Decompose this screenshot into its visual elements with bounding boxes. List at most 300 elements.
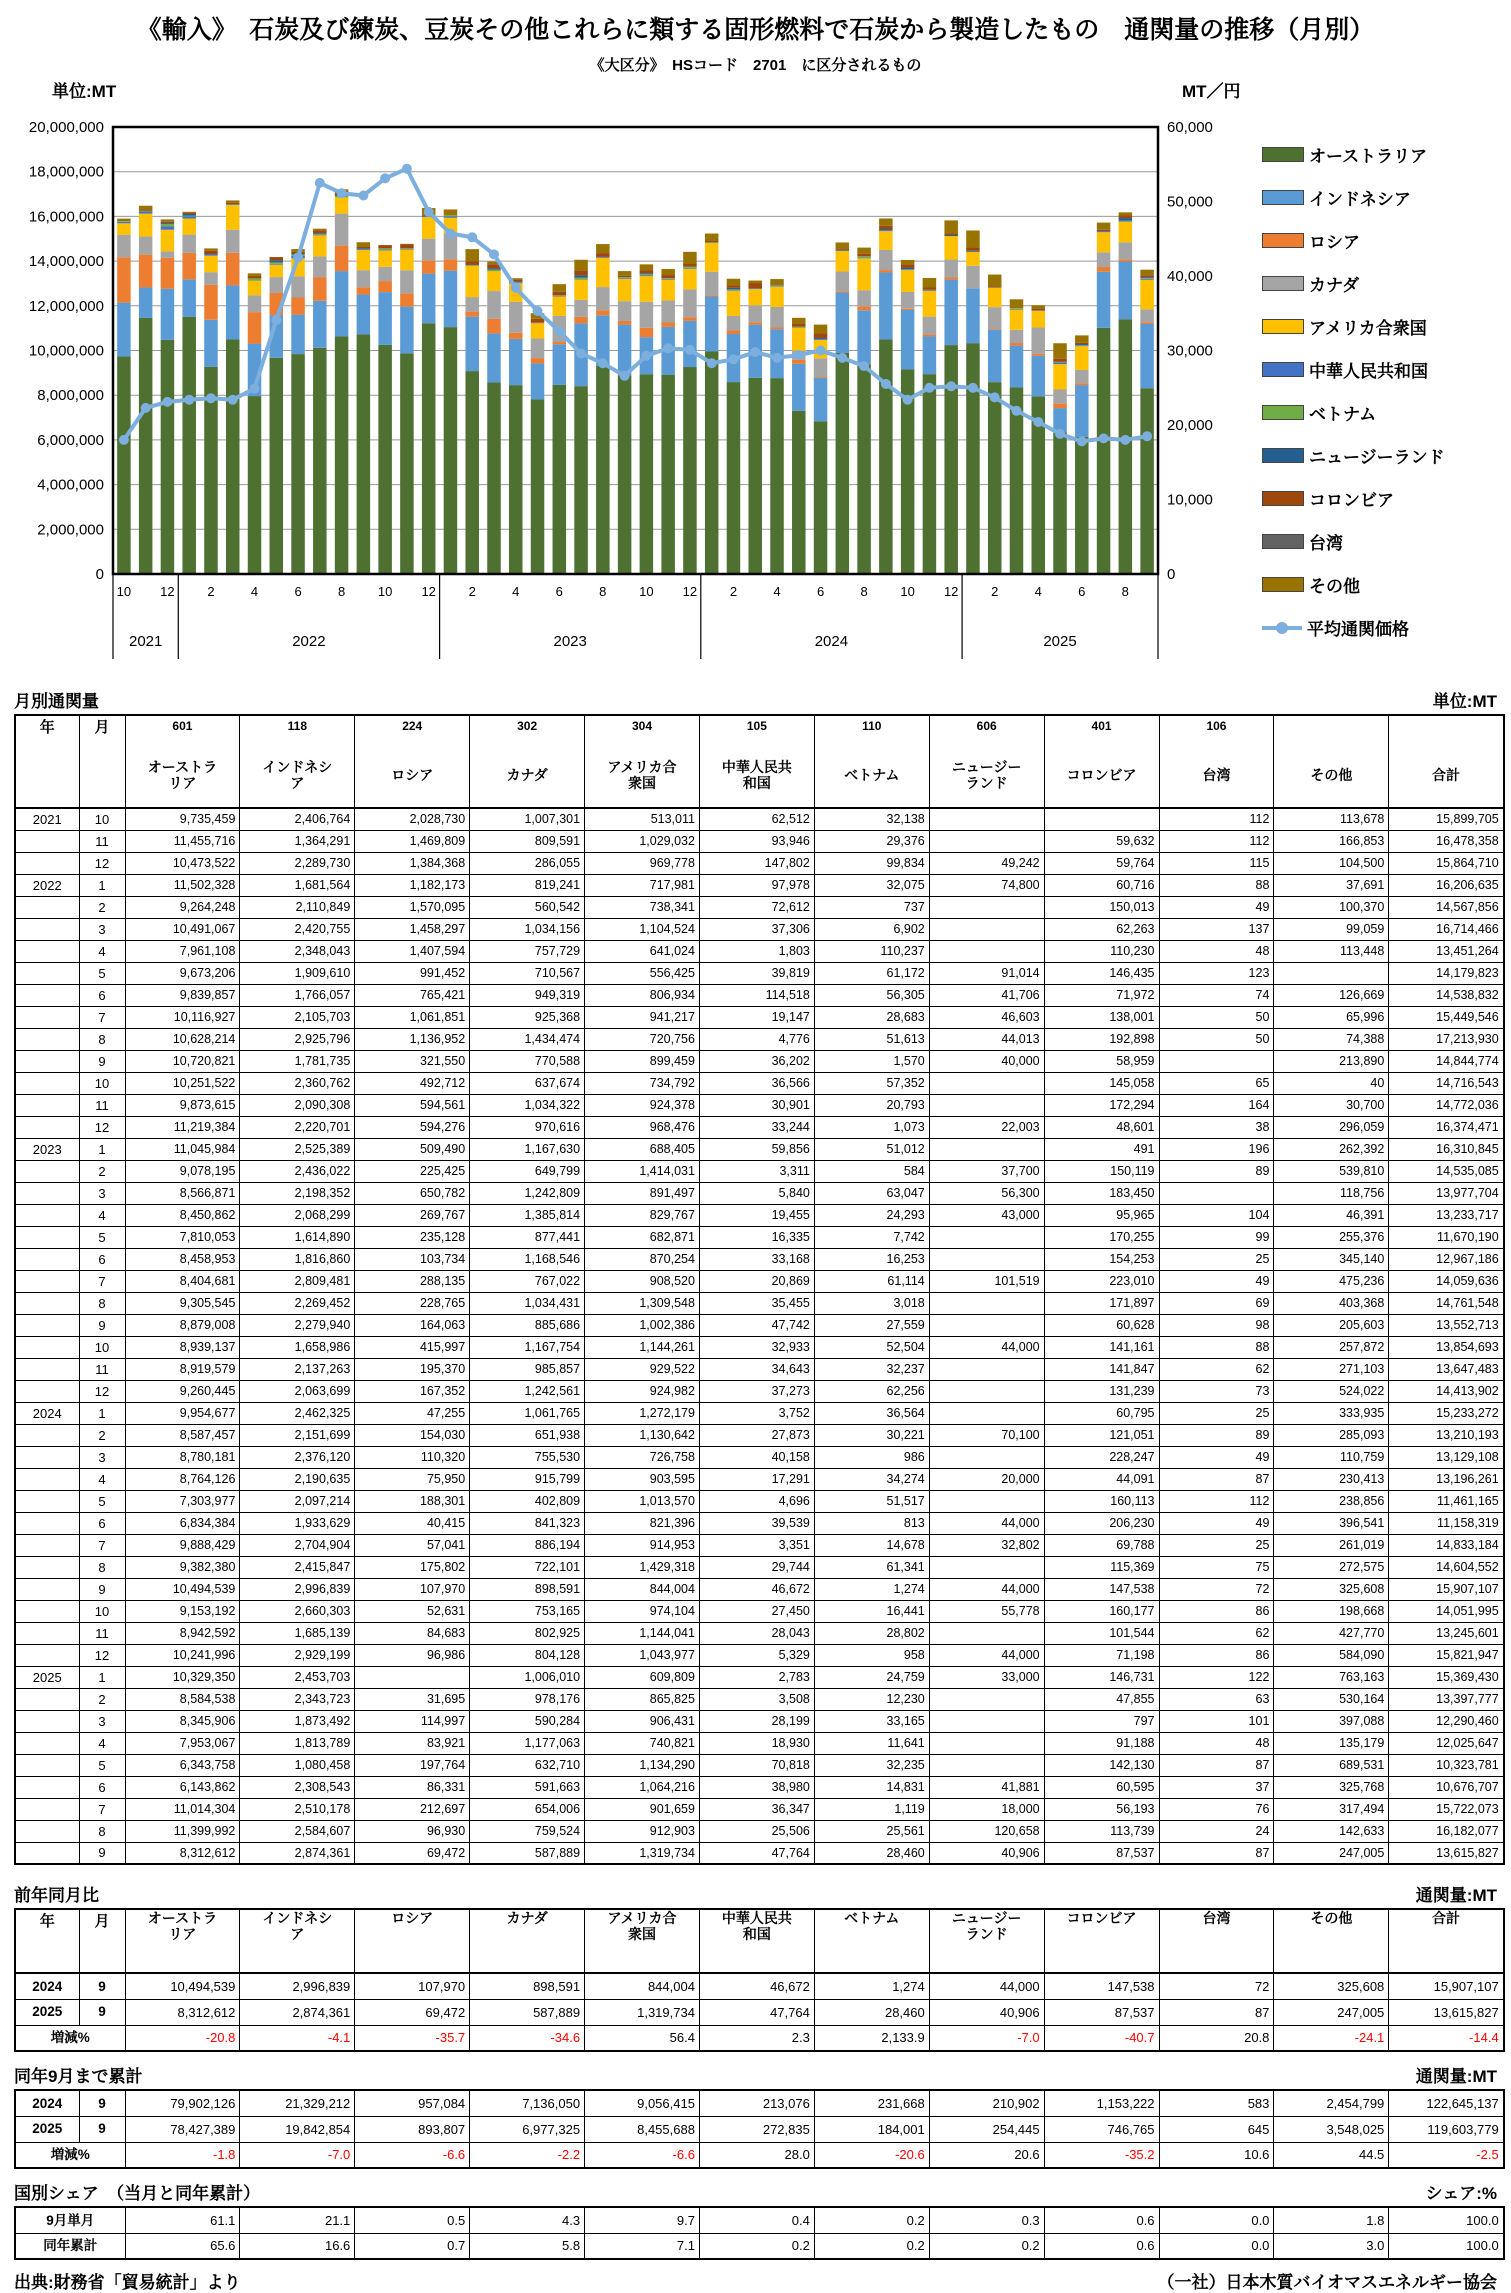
bar-segment — [1053, 364, 1067, 389]
month-cell: 11 — [79, 1622, 125, 1644]
value-cell: 97,978 — [699, 874, 814, 896]
value-cell: 1,570 — [814, 1050, 929, 1072]
month-cell: 9 — [79, 1314, 125, 1336]
value-cell: 10,494,539 — [125, 1578, 240, 1600]
price-line-swatch-icon — [1262, 621, 1302, 634]
price-marker — [990, 392, 1000, 402]
bar-segment — [400, 245, 414, 249]
bar-segment — [291, 315, 305, 354]
right-axis-tick: 20,000 — [1167, 417, 1213, 434]
bar-segment — [422, 260, 436, 273]
value-cell: 40,000 — [929, 1050, 1044, 1072]
year-cell — [15, 1094, 79, 1116]
bar-segment — [531, 319, 545, 323]
bar-segment — [988, 286, 1002, 287]
table-row — [15, 1534, 1504, 1556]
bar-segment — [879, 270, 893, 272]
year-cell — [15, 830, 79, 852]
value-cell: 0.2 — [929, 2233, 1044, 2259]
year-cell — [15, 1358, 79, 1380]
value-cell: 5,329 — [699, 1644, 814, 1666]
bar-segment — [857, 258, 871, 290]
value-cell: 958 — [814, 1644, 929, 1666]
bar-segment — [204, 254, 218, 256]
value-cell: 16,206,635 — [1389, 874, 1504, 896]
bar-segment — [204, 248, 218, 250]
value-cell: 10,251,522 — [125, 1072, 240, 1094]
bar-segment — [944, 233, 958, 235]
value-cell: 594,561 — [355, 1094, 470, 1116]
value-cell: 10,329,350 — [125, 1666, 240, 1688]
bar-segment — [531, 358, 545, 363]
value-cell: -35.7 — [355, 2025, 470, 2051]
value-cell: 15,864,710 — [1389, 852, 1504, 874]
value-cell: 33,168 — [699, 1248, 814, 1270]
bar-segment — [335, 214, 349, 246]
col-country: 304 アメリカ合衆国 — [585, 715, 700, 808]
bar-segment — [879, 218, 893, 225]
value-cell: 740,821 — [585, 1732, 700, 1754]
value-cell: 65.6 — [125, 2233, 240, 2259]
table-row — [15, 1204, 1504, 1226]
value-cell: 87 — [1159, 1999, 1274, 2025]
value-cell: 912,903 — [585, 1820, 700, 1842]
value-cell: 870,254 — [585, 1248, 700, 1270]
value-cell: 2,996,839 — [240, 1578, 355, 1600]
value-cell: 60,795 — [1044, 1402, 1159, 1424]
value-cell: 891,497 — [585, 1182, 700, 1204]
value-cell: 402,809 — [470, 1490, 585, 1512]
value-cell: 2,360,762 — [240, 1072, 355, 1094]
value-cell: 556,425 — [585, 962, 700, 984]
value-cell: 27,873 — [699, 1424, 814, 1446]
year-cell — [15, 1688, 79, 1710]
table-row — [15, 1094, 1504, 1116]
value-cell: 3,351 — [699, 1534, 814, 1556]
value-cell: 1,153,222 — [1044, 2090, 1159, 2116]
value-cell: 0.5 — [355, 2207, 470, 2233]
value-cell: 88 — [1159, 874, 1274, 896]
month-tick-label: 6 — [556, 584, 563, 599]
bar-segment — [531, 338, 545, 358]
value-cell: 2,348,043 — [240, 940, 355, 962]
value-cell: 52,504 — [814, 1336, 929, 1358]
value-cell: 114,518 — [699, 984, 814, 1006]
bar-segment — [661, 279, 675, 280]
value-cell: 44,013 — [929, 1028, 1044, 1050]
year-cell — [15, 1292, 79, 1314]
bar-segment — [1010, 343, 1024, 346]
value-cell: 72,612 — [699, 896, 814, 918]
value-cell: 12,290,460 — [1389, 1710, 1504, 1732]
value-cell: 112 — [1159, 1490, 1274, 1512]
value-cell: 9,264,248 — [125, 896, 240, 918]
country-code: 105 — [700, 716, 814, 743]
bar-segment — [901, 268, 915, 269]
value-cell: 14,535,085 — [1389, 1160, 1504, 1182]
bar-segment — [661, 280, 675, 301]
bar-segment — [378, 345, 392, 574]
year-cell — [15, 1754, 79, 1776]
price-marker — [946, 381, 956, 391]
col-country: 中華人民共和国 — [699, 1909, 814, 1973]
value-cell: 9,735,459 — [125, 808, 240, 830]
bar-segment — [182, 213, 196, 214]
value-cell: 107,970 — [355, 1973, 470, 1999]
bar-segment — [509, 333, 523, 339]
value-cell: 147,802 — [699, 852, 814, 874]
bar-segment — [487, 270, 501, 271]
bar-segment — [270, 277, 284, 293]
value-cell: 41,881 — [929, 1776, 1044, 1798]
value-cell: 903,595 — [585, 1468, 700, 1490]
bar-segment — [226, 230, 240, 253]
bar-segment — [444, 209, 458, 215]
value-cell: 1,136,952 — [355, 1028, 470, 1050]
value-cell: 32,237 — [814, 1358, 929, 1380]
value-cell: 14,761,548 — [1389, 1292, 1504, 1314]
value-cell: 914,953 — [585, 1534, 700, 1556]
value-cell: 51,012 — [814, 1138, 929, 1160]
value-cell: 797 — [1044, 1710, 1159, 1732]
value-cell: 13,451,264 — [1389, 940, 1504, 962]
value-cell: 14,059,636 — [1389, 1270, 1504, 1292]
year-cell — [15, 1028, 79, 1050]
value-cell — [929, 808, 1044, 830]
value-cell: 2,097,214 — [240, 1490, 355, 1512]
month-cell: 9 — [79, 1578, 125, 1600]
value-cell: 14,844,774 — [1389, 1050, 1504, 1072]
value-cell: 29,744 — [699, 1556, 814, 1578]
bar-segment — [988, 330, 1002, 382]
price-marker — [184, 395, 194, 405]
table-row-change — [15, 2142, 1504, 2168]
bar-segment — [640, 273, 654, 274]
legend-swatch — [1262, 276, 1304, 291]
year-label: 2021 — [129, 633, 162, 650]
value-cell: -6.6 — [355, 2142, 470, 2168]
value-cell: 91,188 — [1044, 1732, 1159, 1754]
value-cell: 230,413 — [1274, 1468, 1389, 1490]
year-cell: 2024 — [15, 1402, 79, 1424]
bar-segment — [640, 275, 654, 276]
value-cell: 15,899,705 — [1389, 808, 1504, 830]
month-cell: 7 — [79, 1798, 125, 1820]
value-cell: 57,352 — [814, 1072, 929, 1094]
value-cell: 1,104,524 — [585, 918, 700, 940]
year-cell — [15, 1468, 79, 1490]
value-cell: 594,276 — [355, 1116, 470, 1138]
value-cell: 2,420,755 — [240, 918, 355, 940]
year-cell — [15, 1050, 79, 1072]
value-cell: 513,011 — [585, 808, 700, 830]
value-cell: 69,472 — [355, 1999, 470, 2025]
value-cell: 10,720,821 — [125, 1050, 240, 1072]
value-cell: 9,888,429 — [125, 1534, 240, 1556]
value-cell: 2,028,730 — [355, 808, 470, 830]
value-cell: 968,476 — [585, 1116, 700, 1138]
bar-segment — [1097, 252, 1111, 267]
bar-segment — [879, 226, 893, 229]
bar-segment — [574, 279, 588, 299]
year-cell — [15, 1380, 79, 1402]
value-cell: 929,522 — [585, 1358, 700, 1380]
bar-segment — [792, 328, 806, 351]
value-cell: 15,821,947 — [1389, 1644, 1504, 1666]
value-cell: 206,230 — [1044, 1512, 1159, 1534]
value-cell: 720,756 — [585, 1028, 700, 1050]
price-marker — [641, 351, 651, 361]
value-cell: 19,455 — [699, 1204, 814, 1226]
value-cell: 415,997 — [355, 1336, 470, 1358]
value-cell: 8,780,181 — [125, 1446, 240, 1468]
bar-segment — [1119, 212, 1133, 215]
country-code: 606 — [930, 716, 1044, 743]
value-cell: 7,742 — [814, 1226, 929, 1248]
month-tick-label: 8 — [860, 584, 867, 599]
value-cell: 2,929,199 — [240, 1644, 355, 1666]
value-cell: 86 — [1159, 1600, 1274, 1622]
value-cell: 654,006 — [470, 1798, 585, 1820]
month-tick-label: 12 — [683, 584, 697, 599]
bar-segment — [1119, 221, 1133, 222]
bar-segment — [1053, 359, 1067, 362]
value-cell: 100,370 — [1274, 896, 1389, 918]
value-cell: 9,078,195 — [125, 1160, 240, 1182]
table-row — [15, 1380, 1504, 1402]
bar-segment — [531, 363, 545, 399]
value-cell: 1,144,041 — [585, 1622, 700, 1644]
bar-segment — [357, 287, 371, 294]
value-cell: 213,890 — [1274, 1050, 1389, 1072]
value-cell: 3,508 — [699, 1688, 814, 1710]
legend-item-price-line — [1262, 606, 1445, 649]
value-cell: -6.6 — [585, 2142, 700, 2168]
value-cell: 403,368 — [1274, 1292, 1389, 1314]
value-cell: 60,716 — [1044, 874, 1159, 896]
value-cell: 1.8 — [1274, 2207, 1389, 2233]
value-cell: 1,182,173 — [355, 874, 470, 896]
bar-segment — [814, 378, 828, 421]
legend-label: 平均通関価格 — [1307, 615, 1409, 640]
col-country: 台湾 — [1159, 1909, 1274, 1973]
bar-segment — [226, 200, 240, 202]
value-cell: 829,767 — [585, 1204, 700, 1226]
share-table — [14, 2206, 1505, 2260]
price-marker — [445, 229, 455, 239]
bar-segment — [944, 235, 958, 236]
value-cell: 58,959 — [1044, 1050, 1159, 1072]
value-cell: 225,425 — [355, 1160, 470, 1182]
value-cell: 96,986 — [355, 1644, 470, 1666]
legend-item — [1262, 477, 1445, 520]
value-cell: 104,500 — [1274, 852, 1389, 874]
value-cell: 804,128 — [470, 1644, 585, 1666]
table-row — [15, 1688, 1504, 1710]
value-cell: 14,179,823 — [1389, 962, 1504, 984]
col-other: その他 — [1274, 715, 1389, 808]
bar-segment — [117, 223, 131, 234]
value-cell: 20,000 — [929, 1468, 1044, 1490]
bar-segment — [509, 385, 523, 574]
col-country: ベトナム — [814, 1909, 929, 1973]
month-tick-label: 8 — [599, 584, 606, 599]
value-cell: 56,300 — [929, 1182, 1044, 1204]
value-cell: 24,293 — [814, 1204, 929, 1226]
value-cell: 238,856 — [1274, 1490, 1389, 1512]
year-cell — [15, 1424, 79, 1446]
year-cell — [15, 1644, 79, 1666]
bar-segment — [1032, 354, 1046, 356]
value-cell: 70,100 — [929, 1424, 1044, 1446]
value-cell: 969,778 — [585, 852, 700, 874]
value-cell: 254,445 — [929, 2116, 1044, 2142]
legend-label: アメリカ合衆国 — [1309, 314, 1427, 339]
value-cell — [929, 830, 1044, 852]
bar-segment — [204, 320, 218, 367]
price-marker — [1099, 433, 1109, 443]
value-cell: 40,415 — [355, 1512, 470, 1534]
value-cell: 475,236 — [1274, 1270, 1389, 1292]
bar-segment — [640, 264, 654, 270]
value-cell: 47,255 — [355, 1402, 470, 1424]
value-cell: 7,810,053 — [125, 1226, 240, 1248]
bar-segment — [770, 284, 784, 285]
value-cell: 957,084 — [355, 2090, 470, 2116]
bar-segment — [487, 291, 501, 319]
value-cell: 1,781,735 — [240, 1050, 355, 1072]
bar-segment — [1119, 221, 1133, 222]
value-cell: 717,981 — [585, 874, 700, 896]
bar-segment — [465, 312, 479, 317]
bar-segment — [836, 271, 850, 291]
value-cell: 8,942,592 — [125, 1622, 240, 1644]
bar-segment — [836, 291, 850, 292]
year-cell: 2025 — [15, 2116, 79, 2142]
bar-segment — [879, 339, 893, 574]
value-cell: 12,025,647 — [1389, 1732, 1504, 1754]
bar-segment — [357, 248, 371, 249]
bar-segment — [1053, 432, 1067, 574]
comparison-table — [14, 1908, 1505, 2052]
bar-segment — [139, 211, 153, 212]
value-cell: 89 — [1159, 1424, 1274, 1446]
bar-segment — [270, 264, 284, 265]
value-cell: 87,537 — [1044, 1842, 1159, 1864]
table-row — [15, 1160, 1504, 1182]
col-year: 年 — [15, 715, 79, 808]
left-axis-tick: 20,000,000 — [29, 119, 104, 136]
value-cell: 231,668 — [814, 2090, 929, 2116]
value-cell: 25 — [1159, 1402, 1274, 1424]
value-cell: 5.8 — [470, 2233, 585, 2259]
bar-segment — [574, 278, 588, 279]
value-cell: 62 — [1159, 1358, 1274, 1380]
legend-item — [1262, 348, 1445, 391]
table-row — [15, 896, 1504, 918]
table-row — [15, 1116, 1504, 1138]
bar-segment — [1010, 330, 1024, 343]
value-cell: 33,000 — [929, 1666, 1044, 1688]
value-cell — [929, 1094, 1044, 1116]
legend-label: オーストラリア — [1309, 142, 1427, 167]
legend-label: カナダ — [1309, 271, 1359, 296]
value-cell: 131,239 — [1044, 1380, 1159, 1402]
bar-segment — [901, 264, 915, 268]
value-cell: 69,788 — [1044, 1534, 1159, 1556]
value-cell: 16,253 — [814, 1248, 929, 1270]
value-cell: 47,764 — [699, 1842, 814, 1864]
value-cell: 27,450 — [699, 1600, 814, 1622]
month-cell: 9 — [79, 1050, 125, 1072]
value-cell: 89 — [1159, 1160, 1274, 1182]
month-tick-label: 2 — [991, 584, 998, 599]
value-cell: 2.3 — [699, 2025, 814, 2051]
value-cell: 10.6 — [1159, 2142, 1274, 2168]
value-cell: 14,772,036 — [1389, 1094, 1504, 1116]
bar-segment — [531, 399, 545, 574]
value-cell: 78,427,389 — [125, 2116, 240, 2142]
bar-segment — [139, 206, 153, 210]
month-tick-label: 4 — [773, 584, 780, 599]
value-cell: 8,919,579 — [125, 1358, 240, 1380]
value-cell: 34,274 — [814, 1468, 929, 1490]
bar-segment — [378, 292, 392, 345]
bar-segment — [661, 300, 675, 322]
bar-segment — [770, 327, 784, 329]
value-cell: 44,000 — [929, 1512, 1044, 1534]
value-cell: 645 — [1159, 2116, 1274, 2142]
month-tick-label: 2 — [730, 584, 737, 599]
bar-segment — [270, 260, 284, 262]
value-cell: 885,686 — [470, 1314, 585, 1336]
price-marker — [837, 353, 847, 363]
table-row — [15, 852, 1504, 874]
value-cell: 59,764 — [1044, 852, 1159, 874]
price-marker — [794, 350, 804, 360]
col-total: 合計 — [1389, 715, 1504, 808]
month-cell: 5 — [79, 1754, 125, 1776]
legend-label: ニュージーランド — [1309, 443, 1445, 468]
legend-swatch — [1262, 448, 1304, 463]
country-code: 401 — [1045, 716, 1159, 743]
value-cell: 1,685,139 — [240, 1622, 355, 1644]
month-cell: 6 — [79, 1512, 125, 1534]
value-cell: 235,128 — [355, 1226, 470, 1248]
value-cell: 37,306 — [699, 918, 814, 940]
value-cell: 112 — [1159, 808, 1274, 830]
value-cell: 1,034,322 — [470, 1094, 585, 1116]
bar-segment — [270, 257, 284, 260]
bar-segment — [553, 385, 567, 574]
value-cell: 7,961,108 — [125, 940, 240, 962]
bar-segment — [1097, 272, 1111, 328]
bar-segment — [117, 219, 131, 222]
value-cell: 978,176 — [470, 1688, 585, 1710]
bar-segment — [182, 219, 196, 235]
value-cell: 63 — [1159, 1688, 1274, 1710]
bar-segment — [661, 323, 675, 327]
bar-segment — [182, 212, 196, 213]
value-cell: 107,970 — [355, 1578, 470, 1600]
price-marker — [337, 188, 347, 198]
left-axis-tick: 0 — [96, 566, 104, 583]
year-cell: 2023 — [15, 1138, 79, 1160]
value-cell: 86 — [1159, 1644, 1274, 1666]
value-cell: 2,510,178 — [240, 1798, 355, 1820]
bar-segment — [640, 374, 654, 574]
value-cell: 61,114 — [814, 1270, 929, 1292]
